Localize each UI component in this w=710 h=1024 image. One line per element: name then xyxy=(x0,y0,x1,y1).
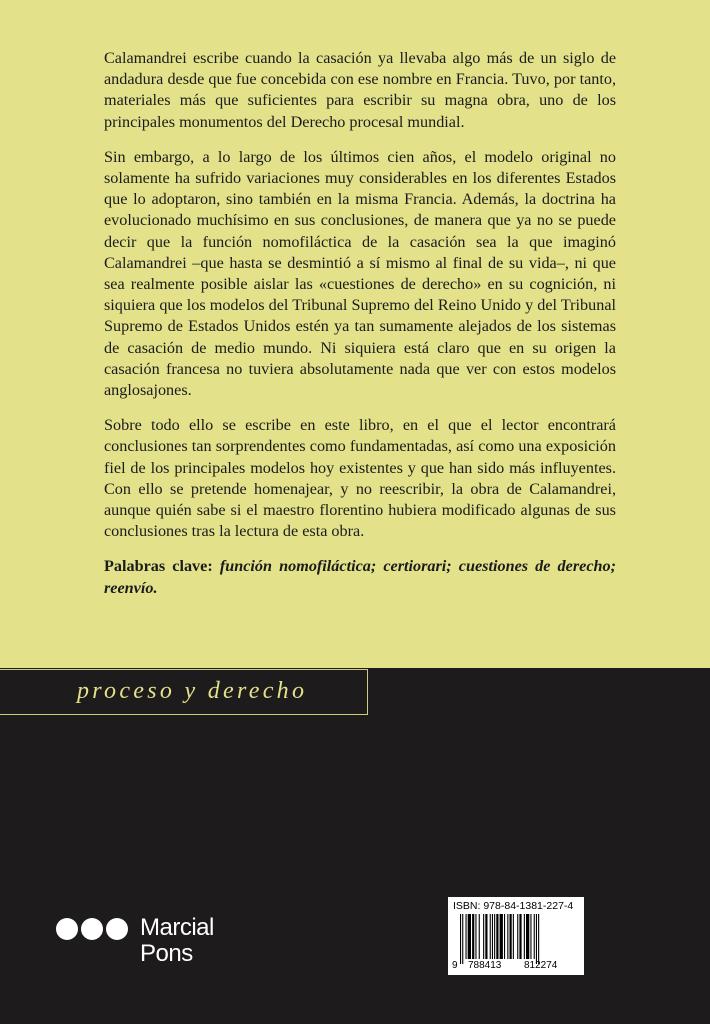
barcode-digits-left: 788413 xyxy=(468,960,502,971)
logo-dots-icon xyxy=(56,918,134,940)
publisher-name-line-1: Marcial xyxy=(140,914,214,941)
keywords-line xyxy=(104,556,616,598)
keywords-label: Palabras clave: xyxy=(104,557,213,576)
isbn-label: ISBN: 978-84-1381-227-4 xyxy=(453,900,574,912)
blurb-paragraph-1: Calamandrei escribe cuando la casación ya llevaba algo más de un siglo de andadura desde que fue concebida con ese nombre en Francia. Tuvo, por tanto, materiales más que suficientes para escribir su magna obra, uno de los principales monumentos del Derecho procesal mundial. xyxy=(104,49,616,131)
blurb-paragraph-2: Sin embargo, a lo largo de los últimos cien años, el modelo original no solamente ha sufrido variaciones muy considerables en los diferentes Estados que lo adoptaron, sino también en la misma Francia. Además, la doctrina ha evolucionado muchísimo en sus conclusiones, de manera que ya no se puede decir que la función nomofiláctica de la casación sea la que imaginó Calamandrei –que hasta se desmintió a sí mismo al final de su vida–, ni que sea realmente posible aislar las «cuestiones de derecho» en su cognición, ni siquiera que los modelos del Tribunal Supremo del Reino Unido y del Tribunal Supremo de Estados Unidos estén ya tan sumamente alejados de los sistemas de casación de medio mundo. Ni siquiera está claro que en su origen la casación francesa no tuviera absolutamente nada que ver con estos modelos anglosajones. xyxy=(104,147,616,400)
series-label-box xyxy=(0,669,368,715)
series-title: proceso y derecho xyxy=(77,678,308,704)
publisher-name-line-2: Pons xyxy=(140,940,193,967)
barcode-bars-icon xyxy=(460,914,574,964)
blurb-text xyxy=(104,48,616,613)
keywords-list: función nomofiláctica; certiorari; cuestiones de derecho; reenvío. xyxy=(104,557,616,597)
barcode-digits-right: 812274 xyxy=(524,960,558,971)
publisher-logo xyxy=(56,916,226,966)
blurb-paragraph-3: Sobre todo ello se escribe en este libro, en el que el lector encontrará conclusiones tan sorprendentes como fundamentadas, así como una exposición fiel de los principales modelos hoy existentes y que han sido más influyentes. Con ello se pretende homenajear, y no reescribir, la obra de Calamandrei, aunque quién sabe si el maestro florentino hubiera modificado algunas de sus conclusiones tras la lectura de esta obra. xyxy=(104,416,616,541)
barcode-digit-first: 9 xyxy=(452,960,458,971)
isbn-barcode xyxy=(448,897,584,975)
